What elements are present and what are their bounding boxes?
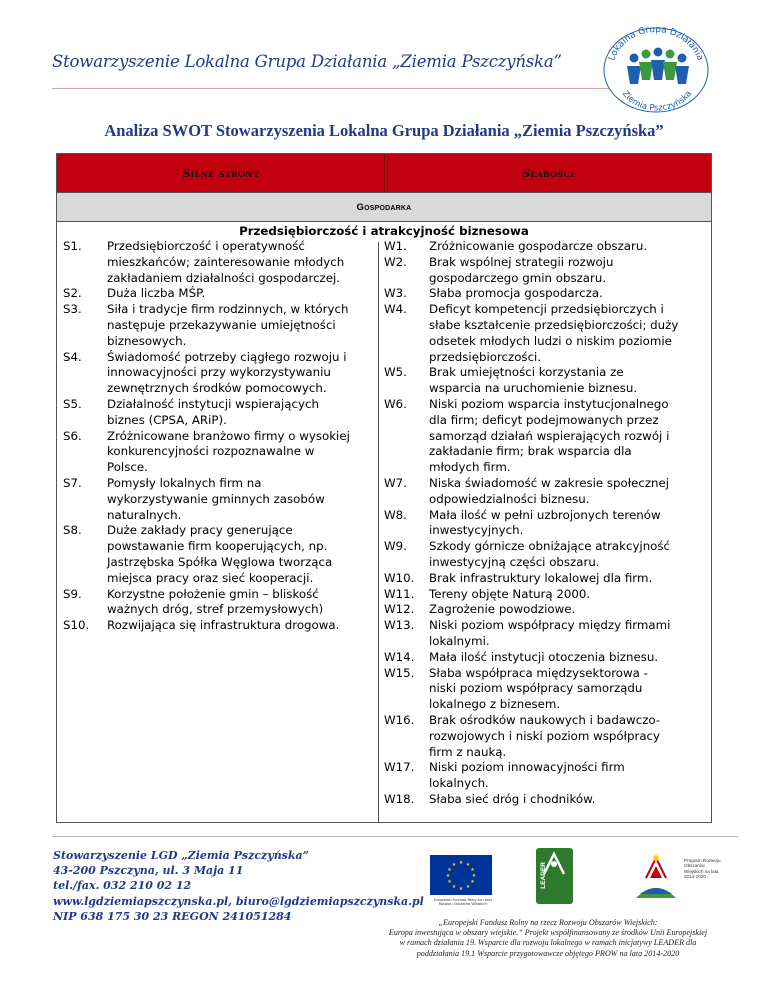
leader-logo-icon — [536, 848, 573, 904]
weakness-item — [379, 602, 709, 618]
strength-item-text — [107, 476, 377, 523]
strength-item-line: naturalnych. — [107, 507, 182, 522]
footer-web-email[interactable]: www.lgdziemiapszczynska.pl, biuro@lgdziemiapszczynska.pl — [53, 894, 424, 908]
weakness-item-code: W2. — [384, 254, 407, 269]
weakness-item-text — [429, 302, 709, 365]
strengths-header: Silne strony — [181, 166, 260, 180]
strength-item-line: Jastrzębska Spółka Węglowa tworząca — [107, 554, 333, 569]
weakness-item — [379, 302, 709, 365]
strength-item-text — [107, 286, 377, 302]
strength-item — [57, 429, 377, 476]
weaknesses-header: Słabości — [384, 154, 711, 192]
strength-item-line: miejsca pracy oraz sieć kooperacji. — [107, 570, 314, 585]
svg-text:★: ★ — [447, 879, 452, 885]
strength-item-line: Pomysły lokalnych firm na — [107, 475, 262, 490]
weakness-item-code: W6. — [384, 396, 407, 411]
weakness-item-text — [429, 286, 709, 302]
strength-item-line: mieszkańców; zainteresowanie młodych — [107, 254, 345, 269]
svg-text:★: ★ — [465, 884, 471, 890]
strength-item-text — [107, 429, 377, 476]
strength-item-line: innowacyjności przy wykorzystywaniu — [107, 365, 331, 380]
weakness-item-text — [429, 666, 709, 713]
weakness-item-code: W13. — [384, 618, 415, 633]
weakness-item-line: Słaba sieć dróg i chodników. — [429, 791, 596, 806]
footer-street: 43-200 Pszczyna, ul. 3 Maja 11 — [53, 864, 244, 878]
strength-item-line: zakładaniem działalności gospodarczej. — [107, 270, 341, 285]
weaknesses-list — [379, 239, 709, 808]
weakness-item — [379, 286, 709, 302]
weakness-item — [379, 255, 709, 287]
subsection-title: Przedsiębiorczość i atrakcyjność biznesowa — [239, 224, 529, 238]
footer-nip-regon: NIP 638 175 30 23 REGON 241051284 — [53, 909, 292, 923]
strength-item-line: wykorzystywanie gminnych zasobów — [107, 491, 325, 506]
weakness-item-line: Szkody górnicze obniżające atrakcyjność — [429, 539, 671, 554]
weakness-item-code: W16. — [384, 712, 415, 727]
strength-item — [57, 523, 377, 586]
weakness-item-line: Niski poziom wsparcia instytucjonalnego — [429, 396, 669, 411]
weakness-item — [379, 650, 709, 666]
weakness-item-code: W10. — [384, 570, 415, 585]
strength-item-code: S1. — [63, 239, 82, 253]
strength-item-code: S6. — [63, 428, 82, 443]
weakness-item-line: lokalnymi. — [429, 633, 490, 648]
weakness-item-text — [429, 571, 709, 587]
svg-text:★: ★ — [465, 862, 471, 868]
strength-item-line: Rozwijająca się infrastruktura drogowa. — [107, 618, 340, 633]
weakness-item-line: Słaba współpraca międzysektorowa - — [429, 665, 648, 680]
strength-item-text — [107, 239, 377, 286]
weakness-item — [379, 571, 709, 587]
section-gospodarka: Gospodarka — [57, 192, 711, 222]
logo-bottom-text: Ziemia Pszczyńska — [619, 89, 695, 114]
weakness-item-text — [429, 792, 709, 808]
header-rule — [52, 88, 670, 89]
strength-item — [57, 587, 377, 619]
weakness-item-text — [429, 713, 709, 760]
weakness-item — [379, 508, 709, 540]
weakness-item-code: W14. — [384, 649, 415, 664]
weakness-item-line: Tereny objęte Naturą 2000. — [429, 586, 591, 601]
weakness-item-line: przedsiębiorczości. — [429, 349, 542, 364]
weakness-item-code: W17. — [384, 760, 415, 775]
weakness-item-text — [429, 602, 709, 618]
weakness-item-line: Słaba promocja gospodarcza. — [429, 286, 603, 301]
org-header-name: Stowarzyszenie Lokalna Grupa Działania „Ziemia Pszczyńska” — [52, 52, 562, 71]
strength-item — [57, 618, 377, 634]
weakness-item — [379, 792, 709, 808]
weakness-item-line: Brak wspólnej strategii rozwoju — [429, 254, 614, 269]
weakness-item-line: odsetek młodych ludzi o niskim poziomie — [429, 333, 672, 348]
funding-note-line: w ramach działania 19. Wsparcie dla rozwoju lokalnego w ramach inicjatywy LEADER dla — [399, 938, 697, 948]
strength-item-line: Świadomość potrzeby ciągłego rozwoju i — [107, 349, 347, 364]
strength-item-line: biznes (CPSA, ARiP). — [107, 412, 227, 427]
svg-text:★: ★ — [458, 886, 464, 892]
strength-item — [57, 302, 377, 349]
weakness-item-text — [429, 239, 709, 255]
leader-logo-text: LEADER — [540, 862, 547, 889]
weakness-item-line: zakładanie firm; brak wsparcia dla — [429, 444, 632, 459]
prow-label: Program Rozwoju Obszarów Wiejskich na lata 2014-2020 — [684, 858, 721, 880]
strength-item-line: zewnętrznych środków pomocowych. — [107, 381, 327, 396]
weakness-item-text — [429, 760, 709, 792]
logo-top-text: Lokalna Grupa Działania — [607, 24, 705, 63]
weakness-item-line: Brak infrastruktury lokalowej dla firm. — [429, 570, 653, 585]
weakness-item-line: wsparcia na uruchomienie biznesu. — [429, 381, 638, 396]
strength-item-line: Korzystne położenie gmin – bliskość — [107, 586, 319, 601]
weakness-item-text — [429, 587, 709, 603]
weakness-item-code: W12. — [384, 602, 415, 617]
weakness-item-line: niski poziom współpracy samorządu — [429, 681, 643, 696]
strength-item-line: Siła i tradycje firm rodzinnych, w których — [107, 302, 349, 317]
weakness-item-code: W7. — [384, 475, 407, 490]
strength-item — [57, 286, 377, 302]
weakness-item-text — [429, 365, 709, 397]
weakness-item-line: Brak umiejętności korzystania ze — [429, 365, 624, 380]
weakness-item-text — [429, 397, 709, 476]
funding-note — [388, 918, 708, 959]
weakness-item-code: W3. — [384, 286, 407, 301]
weakness-item-line: Brak ośrodków naukowych i badawczo- — [429, 712, 661, 727]
footer-rule — [52, 836, 738, 837]
weakness-item-line: Deficyt kompetencji przedsiębiorczych i — [429, 302, 664, 317]
weakness-item-line: Niski poziom innowacyjności firm — [429, 760, 625, 775]
svg-text:★: ★ — [471, 873, 477, 879]
strength-item-line: Polsce. — [107, 460, 148, 475]
weakness-item-code: W8. — [384, 507, 407, 522]
funding-note-line: Europa inwestująca w obszary wiejskie.” Projekt współfinansowany ze środków Unii Europejskiej — [388, 928, 708, 938]
weakness-item-line: Mała ilość w pełni uzbrojonych terenów — [429, 507, 661, 522]
strength-item — [57, 239, 377, 286]
weakness-item-code: W9. — [384, 539, 407, 554]
strength-item-line: biznesowych. — [107, 333, 187, 348]
svg-text:★: ★ — [451, 884, 457, 890]
strength-item-code: S10. — [63, 618, 90, 633]
weakness-item — [379, 365, 709, 397]
strength-item — [57, 397, 377, 429]
strength-item-line: następuje przekazywanie umiejętności — [107, 317, 336, 332]
weakness-item-code: W18. — [384, 791, 415, 806]
strength-item-code: S8. — [63, 523, 82, 538]
strength-item-code: S4. — [63, 349, 82, 364]
weakness-item-code: W1. — [384, 239, 407, 253]
eu-flag-icon — [430, 855, 492, 895]
strength-item-line: Przedsiębiorczość i operatywność — [107, 239, 305, 253]
weakness-item-line: inwestycyjną części obszaru. — [429, 554, 600, 569]
weakness-item — [379, 397, 709, 476]
weakness-item — [379, 666, 709, 713]
weakness-item-code: W11. — [384, 586, 415, 601]
weakness-item-line: Zagrożenie powodziowe. — [429, 602, 576, 617]
lgd-logo — [592, 14, 718, 114]
footer-address — [53, 848, 424, 924]
svg-text:★: ★ — [445, 873, 451, 879]
strength-item-line: Duża liczba MŚP. — [107, 286, 206, 301]
weakness-item-text — [429, 508, 709, 540]
weakness-item-line: Niski poziom współpracy między firmami — [429, 618, 671, 633]
strength-item-code: S9. — [63, 586, 82, 601]
weakness-item-text — [429, 650, 709, 666]
eu-caption: Europejski Fundusz Rolny na rzecz Rozwoju Obszarów Wiejskich — [433, 898, 493, 907]
weakness-item-line: inwestycyjnych. — [429, 523, 524, 538]
weakness-item-line: firm z nauką. — [429, 744, 507, 759]
strength-item-code: S7. — [63, 475, 82, 490]
document-title: Analiza SWOT Stowarzyszenia Lokalna Grupa Działania „Ziemia Pszczyńska” — [104, 121, 664, 140]
strength-item-text — [107, 350, 377, 397]
weakness-item — [379, 539, 709, 571]
weakness-item-text — [429, 539, 709, 571]
strength-item-code: S2. — [63, 286, 82, 301]
weakness-item-line: młodych firm. — [429, 460, 511, 475]
strength-item-text — [107, 523, 377, 586]
funding-note-line: poddziałania 19.1 Wsparcie przygotowawcze objętego PROW na lata 2014-2020 — [416, 948, 680, 958]
weakness-item — [379, 587, 709, 603]
weakness-item-code: W15. — [384, 665, 415, 680]
footer-org-name: Stowarzyszenie LGD „Ziemia Pszczyńska” — [53, 849, 309, 862]
strength-item-line: Działalność instytucji wspierających — [107, 396, 319, 411]
weakness-item-text — [429, 476, 709, 508]
strength-item-line: konkurencyjności rozpoznawalne w — [107, 444, 315, 459]
strengths-list — [57, 239, 377, 634]
svg-text:★: ★ — [470, 867, 475, 873]
weakness-item-line: gospodarczego gmin obszaru. — [429, 270, 607, 285]
svg-text:★: ★ — [470, 879, 475, 885]
weakness-item-line: lokalnych. — [429, 776, 489, 791]
svg-text:★: ★ — [447, 867, 452, 873]
weakness-item — [379, 760, 709, 792]
svg-text:★: ★ — [451, 862, 457, 868]
strength-item-line: powstawanie firm kooperujących, np. — [107, 539, 328, 554]
weakness-item-line: słabe kształcenie przedsiębiorczości; duży — [429, 317, 679, 332]
prow-logo-icon — [632, 848, 680, 904]
weakness-item-text — [429, 255, 709, 287]
weakness-item-line: samorząd działań wspierających rozwój i — [429, 428, 670, 443]
strength-item-text — [107, 587, 377, 619]
weakness-item — [379, 476, 709, 508]
strength-item-code: S3. — [63, 302, 82, 317]
weakness-item-code: W4. — [384, 302, 407, 317]
weakness-item-line: dla firm; deficyt podejmowanych przez — [429, 412, 659, 427]
weakness-item-line: odpowiedzialności biznesu. — [429, 491, 590, 506]
strength-item — [57, 476, 377, 523]
swot-table — [56, 153, 712, 823]
weakness-item — [379, 239, 709, 255]
strength-item-text — [107, 618, 377, 634]
weakness-item-line: Zróżnicowanie gospodarcze obszaru. — [429, 239, 648, 253]
strength-item-line: Zróżnicowane branżowo firmy o wysokiej — [107, 428, 350, 443]
weakness-item — [379, 618, 709, 650]
weakness-item-line: Niska świadomość w zakresie społecznej — [429, 475, 670, 490]
strength-item — [57, 350, 377, 397]
svg-text:★: ★ — [458, 860, 464, 866]
strength-item-text — [107, 302, 377, 349]
weakness-item-text — [429, 618, 709, 650]
funding-note-line: „Europejski Fundusz Rolny na rzecz Rozwoju Obszarów Wiejskich: — [438, 918, 658, 927]
weakness-item-code: W5. — [384, 365, 407, 380]
strength-item-line: Duże zakłady pracy generujące — [107, 523, 293, 538]
weakness-item — [379, 713, 709, 760]
strength-item-text — [107, 397, 377, 429]
strength-item-line: ważnych dróg, stref przemysłowych) — [107, 602, 324, 617]
weakness-item-line: Mała ilość instytucji otoczenia biznesu. — [429, 649, 659, 664]
strength-item-code: S5. — [63, 396, 82, 411]
weakness-item-line: rozwojowych i niski poziom współpracy — [429, 728, 661, 743]
swot-header-row — [57, 154, 711, 192]
footer-phone: tel./fax. 032 210 02 12 — [53, 879, 192, 893]
weakness-item-line: lokalnego z biznesem. — [429, 697, 561, 712]
